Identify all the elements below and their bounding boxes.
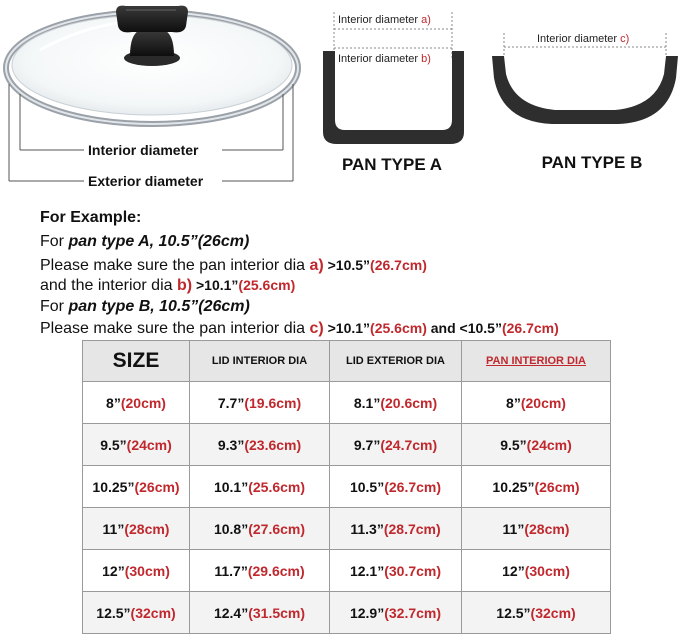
cell-imperial: 11” (102, 520, 125, 537)
cell-imperial: 11.3” (350, 520, 384, 537)
table-header-row (83, 341, 611, 382)
cell-imperial: 12.1” (349, 562, 385, 579)
line1-emph: pan type A (68, 233, 150, 250)
cell-imperial: 8” (106, 394, 121, 411)
pan-b-label-c: Interior diameter (537, 33, 618, 45)
cell-pan-interior (462, 508, 611, 550)
table-row (83, 382, 611, 424)
size-table (82, 340, 611, 634)
cell-metric: (27.6cm) (248, 520, 306, 537)
line4-emph: pan type B (68, 298, 151, 315)
cell-metric: (20cm) (120, 394, 166, 411)
header-lid-exterior: LID EXTERIOR DIA (330, 341, 462, 382)
cell-metric: (23.6cm) (244, 436, 302, 453)
cell-lid-interior (190, 466, 330, 508)
cell-lid-exterior (330, 382, 462, 424)
pan-b-title: PAN TYPE B (541, 153, 643, 172)
cell-size (83, 382, 190, 424)
pan-b-body (492, 56, 678, 124)
cell-imperial: 11.7” (214, 562, 248, 579)
example-line-type-b (40, 298, 250, 316)
cell-metric: (30.7cm) (384, 562, 442, 579)
cell-imperial: 7.7” (217, 394, 245, 411)
line2-mark: a) (309, 257, 324, 274)
cell-lid-interior (190, 550, 330, 592)
cell-pan-interior (462, 424, 611, 466)
line2-text: Please make sure the pan interior dia (40, 257, 310, 274)
pan-a-label-a: Interior diameter (338, 14, 419, 26)
cell-pan-interior (462, 466, 611, 508)
line3-cmp: >10.1” (192, 277, 239, 293)
cell-metric: (20cm) (520, 394, 566, 411)
cell-lid-exterior (330, 550, 462, 592)
line5-cmp2: <10.5” (459, 320, 502, 336)
cell-imperial: 9.3” (217, 436, 245, 453)
line5-text: Please make sure the pan interior dia (40, 320, 310, 337)
header-size: SIZE (83, 341, 190, 382)
cell-imperial: 10.1” (213, 478, 249, 495)
cell-lid-interior (190, 424, 330, 466)
svg-text:Interior diameter b) (338, 53, 431, 65)
cell-metric: (32cm) (130, 604, 176, 621)
svg-text:Interior diameter a) (338, 14, 431, 26)
cell-metric: (28.7cm) (383, 520, 441, 537)
cell-imperial: 8” (506, 394, 521, 411)
cell-imperial: 10.25” (92, 478, 135, 495)
header-pan-interior: PAN INTERIOR DIA (462, 341, 611, 382)
cell-metric: (29.6cm) (247, 562, 305, 579)
cell-pan-interior (462, 550, 611, 592)
cell-metric: (30cm) (524, 562, 570, 579)
cell-metric: (32cm) (530, 604, 576, 621)
pan-a-label-b: Interior diameter (338, 53, 419, 65)
example-line-c-req (40, 320, 559, 338)
line3-metric: (25.6cm) (238, 277, 296, 293)
table-row (83, 466, 611, 508)
cell-lid-exterior (330, 508, 462, 550)
cell-lid-interior (190, 592, 330, 634)
diagram (0, 0, 679, 200)
pan-b-mark-c: c) (620, 33, 630, 45)
cell-lid-interior (190, 508, 330, 550)
cell-imperial: 12” (102, 562, 125, 579)
cell-imperial: 12.5” (96, 604, 131, 621)
cell-metric: (32.7cm) (384, 604, 442, 621)
cell-imperial: 10.8” (213, 520, 249, 537)
glass-lid-illustration (6, 6, 298, 189)
cell-imperial: 9.5” (500, 436, 527, 453)
cell-size (83, 508, 190, 550)
cell-imperial: 10.25” (492, 478, 535, 495)
table-row (83, 592, 611, 634)
cell-lid-interior (190, 382, 330, 424)
cell-pan-interior (462, 592, 611, 634)
lid-exterior-label: Exterior diameter (88, 173, 204, 189)
line3-text: and the interior dia (40, 277, 177, 294)
cell-metric: (30cm) (124, 562, 170, 579)
table-row (83, 508, 611, 550)
cell-imperial: 12.9” (349, 604, 385, 621)
svg-text:Interior diameter c) (537, 33, 629, 45)
cell-pan-interior (462, 382, 611, 424)
line5-metric1: (25.6cm) (370, 320, 427, 336)
line2-cmp: >10.5” (323, 257, 371, 273)
cell-imperial: 12” (502, 562, 525, 579)
line2-metric: (26.7cm) (370, 257, 427, 273)
cell-imperial: 12.4” (213, 604, 249, 621)
cell-lid-exterior (330, 424, 462, 466)
cell-imperial: 10.5” (349, 478, 385, 495)
cell-metric: (28cm) (524, 520, 570, 537)
cell-size (83, 466, 190, 508)
example-line-type-a (40, 233, 249, 251)
cell-lid-exterior (330, 466, 462, 508)
cell-imperial: 9.7” (353, 436, 381, 453)
cell-imperial: 11” (502, 520, 525, 537)
cell-metric: (26.7cm) (384, 478, 442, 495)
line5-mark: c) (309, 320, 324, 337)
header-lid-interior: LID INTERIOR DIA (190, 341, 330, 382)
pan-a-mark-a: a) (421, 14, 431, 26)
pan-type-a-illustration (323, 12, 464, 174)
line4-size: , 10.5”(26cm) (150, 298, 250, 315)
lid-interior-label: Interior diameter (88, 142, 199, 158)
cell-metric: (24.7cm) (380, 436, 438, 453)
example-line-b-req (40, 277, 295, 295)
line5-and: and (426, 320, 460, 336)
cell-size (83, 550, 190, 592)
cell-metric: (28cm) (124, 520, 170, 537)
cell-metric: (24cm) (126, 436, 172, 453)
table-row (83, 424, 611, 466)
pan-type-b-illustration (492, 33, 678, 172)
cell-metric: (20.6cm) (380, 394, 438, 411)
line5-cmp1: >10.1” (323, 320, 371, 336)
cell-metric: (26cm) (134, 478, 180, 495)
cell-metric: (31.5cm) (248, 604, 306, 621)
pan-a-mark-b: b) (421, 53, 431, 65)
cell-lid-exterior (330, 592, 462, 634)
cell-metric: (25.6cm) (248, 478, 306, 495)
pan-a-title: PAN TYPE A (341, 155, 443, 174)
example-line-a-req (40, 257, 427, 275)
example-heading: For Example: (40, 209, 142, 226)
cell-size (83, 424, 190, 466)
line1-prefix: For (40, 233, 69, 250)
cell-metric: (19.6cm) (244, 394, 302, 411)
cell-imperial: 8.1” (353, 394, 381, 411)
line3-mark: b) (176, 277, 193, 294)
line1-size: , 10.5”(26cm) (149, 233, 250, 250)
cell-metric: (26cm) (534, 478, 580, 495)
table-body (83, 382, 611, 634)
cell-imperial: 9.5” (100, 436, 127, 453)
table-row (83, 550, 611, 592)
cell-size (83, 592, 190, 634)
line4-prefix: For (40, 298, 69, 315)
line5-metric2: (26.7cm) (501, 320, 559, 336)
cell-metric: (24cm) (526, 436, 572, 453)
cell-imperial: 12.5” (496, 604, 531, 621)
